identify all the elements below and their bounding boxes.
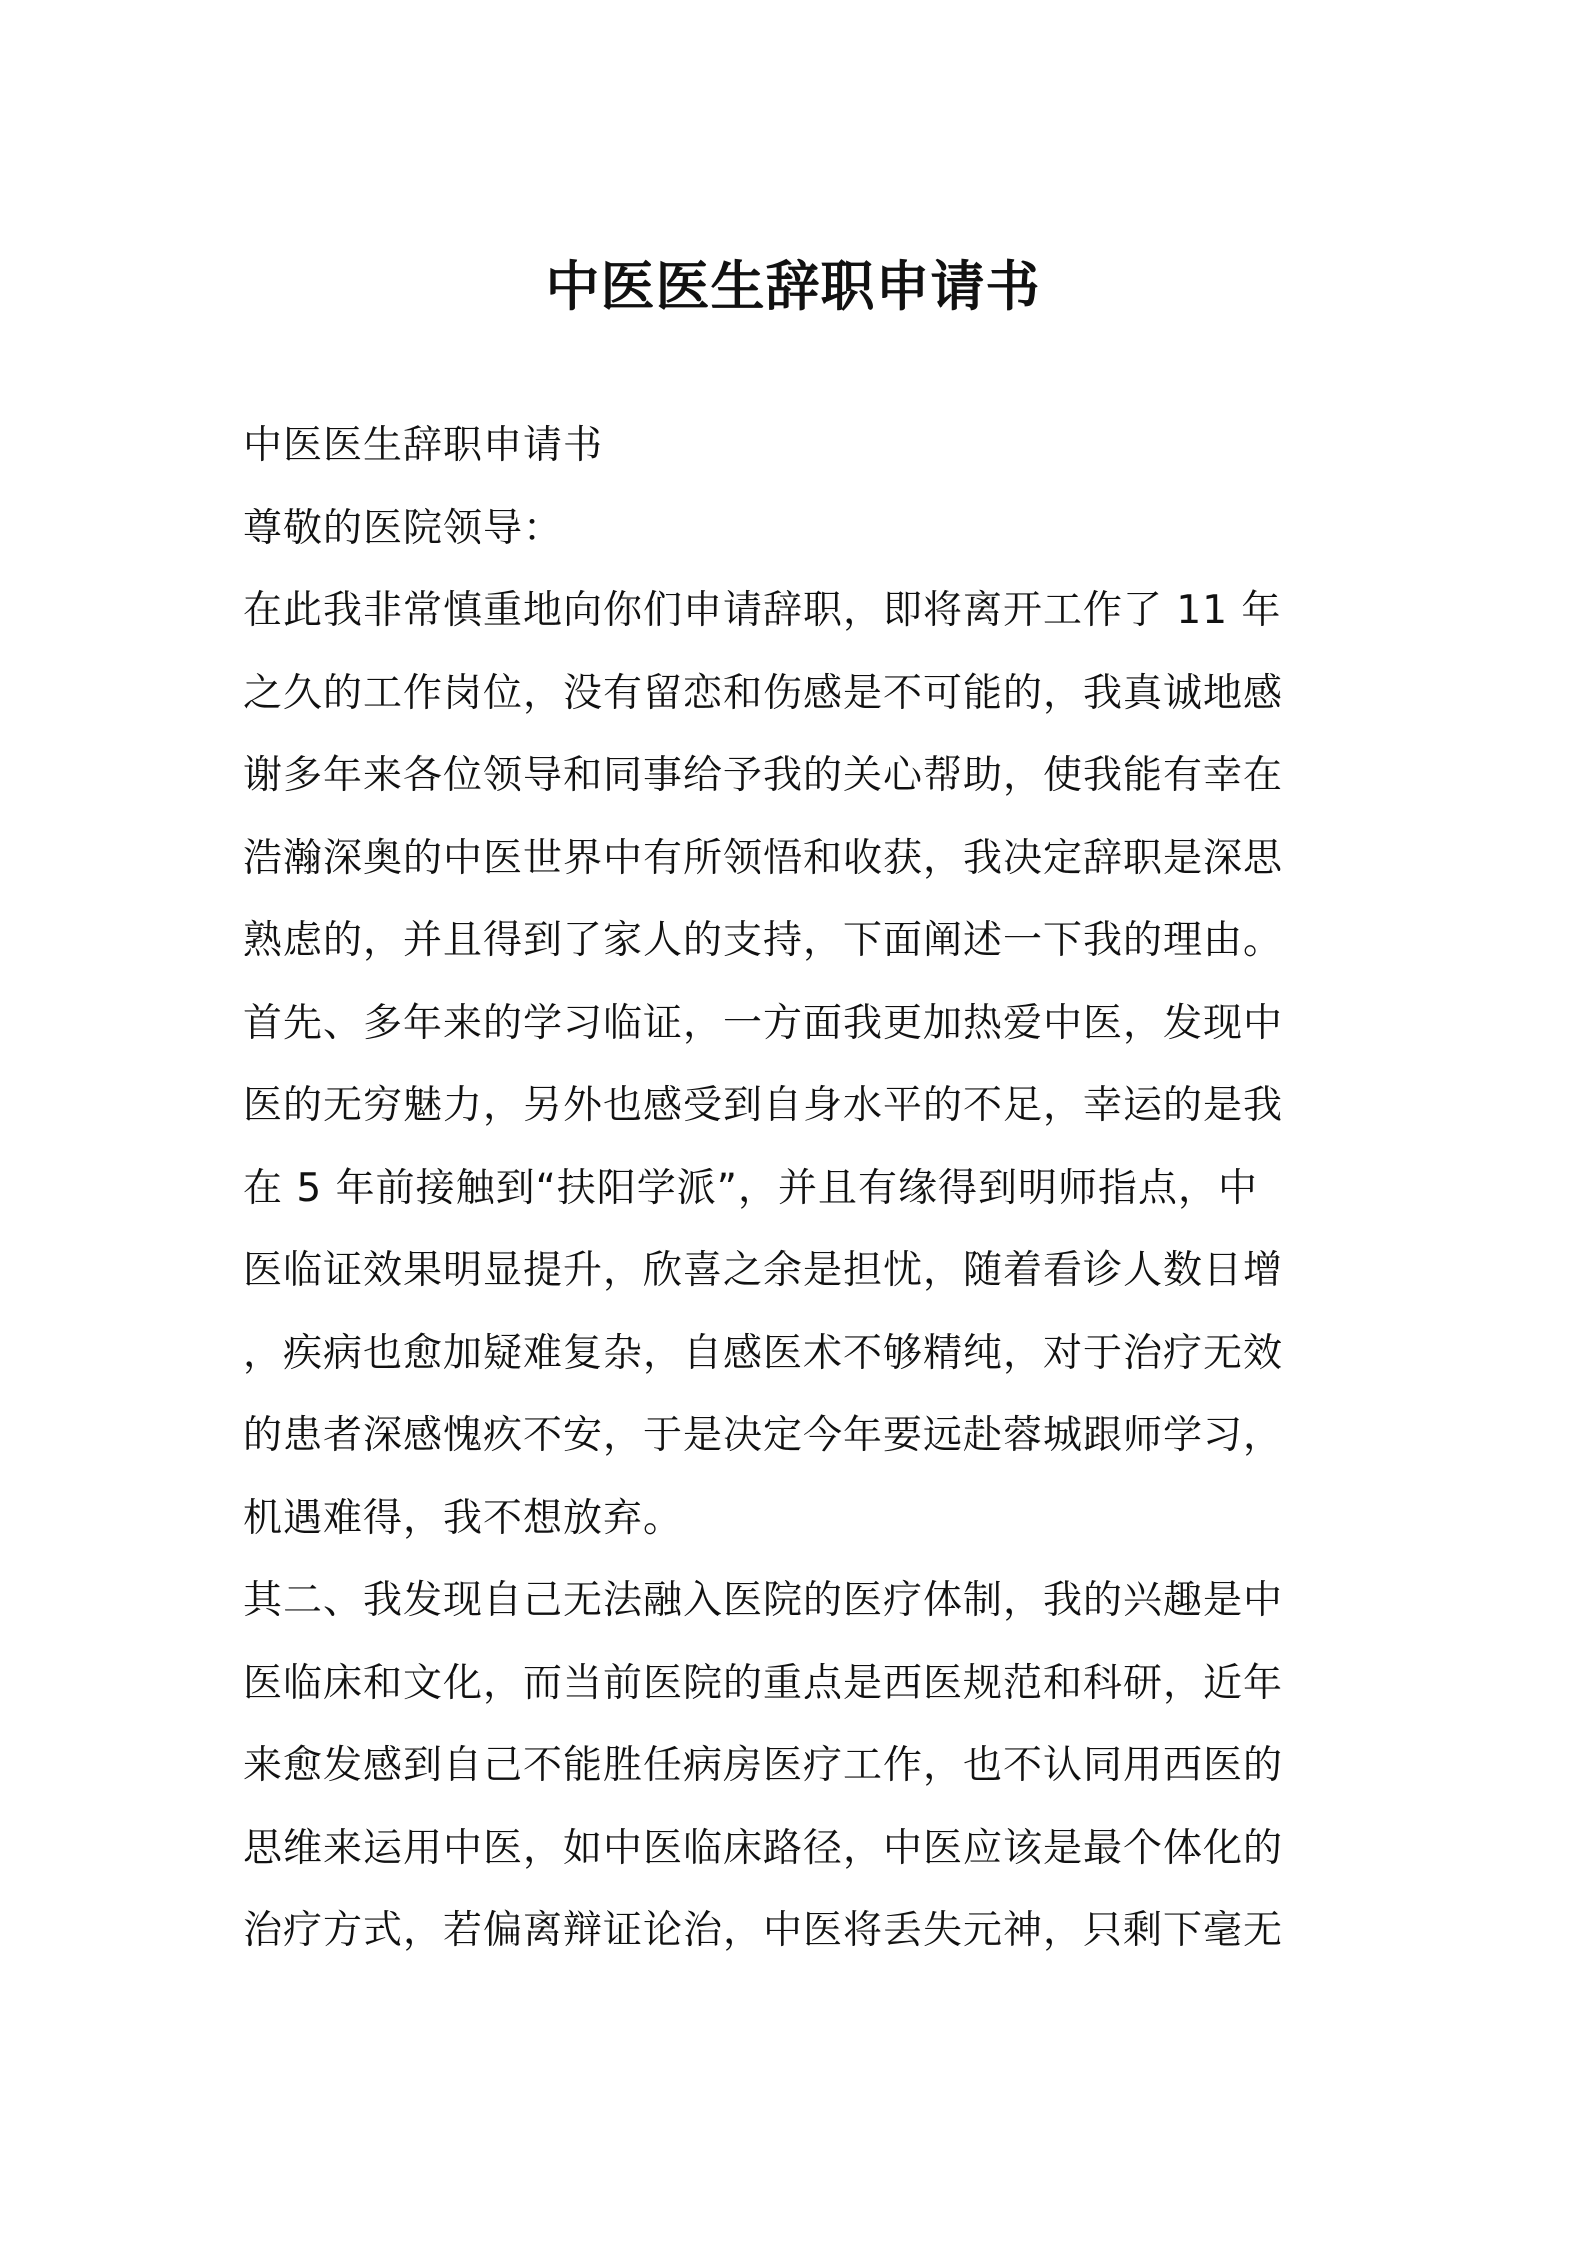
- body-line: 浩瀚深奥的中医世界中有所领悟和收获，我决定辞职是深思: [243, 835, 1284, 881]
- body-line: 在此我非常慎重地向你们申请辞职，即将离开工作了 11 年: [243, 588, 1282, 633]
- document-body: [243, 405, 1363, 1973]
- body-line: 其二、我发现自己无法融入医院的医疗体制，我的兴趣是中: [243, 1578, 1284, 1623]
- body-line: 医临床和文化，而当前医院的重点是西医规范和科研，近年: [243, 1660, 1284, 1706]
- body-line: 机遇难得，我不想放弃。: [243, 1495, 684, 1541]
- body-line: 医临证效果明显提升，欣喜之余是担忧，随着看诊人数日增: [243, 1248, 1284, 1293]
- body-line: 中医医生辞职申请书: [243, 423, 604, 468]
- body-line: 首先、多年来的学习临证，一方面我更加热爱中医，发现中: [243, 1000, 1284, 1046]
- body-line: 思维来运用中医，如中医临床路径，中医应该是最个体化的: [243, 1825, 1284, 1871]
- body-line: ，疾病也愈加疑难复杂，自感医术不够精纯，对于治疗无效: [243, 1330, 1284, 1376]
- body-line: 之久的工作岗位，没有留恋和伤感是不可能的，我真诚地感: [243, 670, 1284, 716]
- body-line: 的患者深感愧疚不安，于是决定今年要远赴蓉城跟师学习，: [243, 1413, 1284, 1458]
- body-line: 在 5 年前接触到“扶阳学派”，并且有缘得到明师指点，中: [243, 1165, 1259, 1211]
- document-title: 中医医生辞职申请书: [545, 255, 1041, 318]
- body-line: 治疗方式，若偏离辩证论治，中医将丢失元神，只剩下毫无: [243, 1908, 1284, 1953]
- body-line: 来愈发感到自己不能胜任病房医疗工作，也不认同用西医的: [243, 1743, 1284, 1788]
- salutation-line: 尊敬的医院领导：: [243, 505, 564, 551]
- body-line: 谢多年来各位领导和同事给予我的关心帮助，使我能有幸在: [243, 753, 1284, 798]
- body-line: 熟虑的，并且得到了家人的支持，下面阐述一下我的理由。: [243, 918, 1284, 963]
- body-line: 医的无穷魅力，另外也感受到自身水平的不足，幸运的是我: [243, 1083, 1284, 1128]
